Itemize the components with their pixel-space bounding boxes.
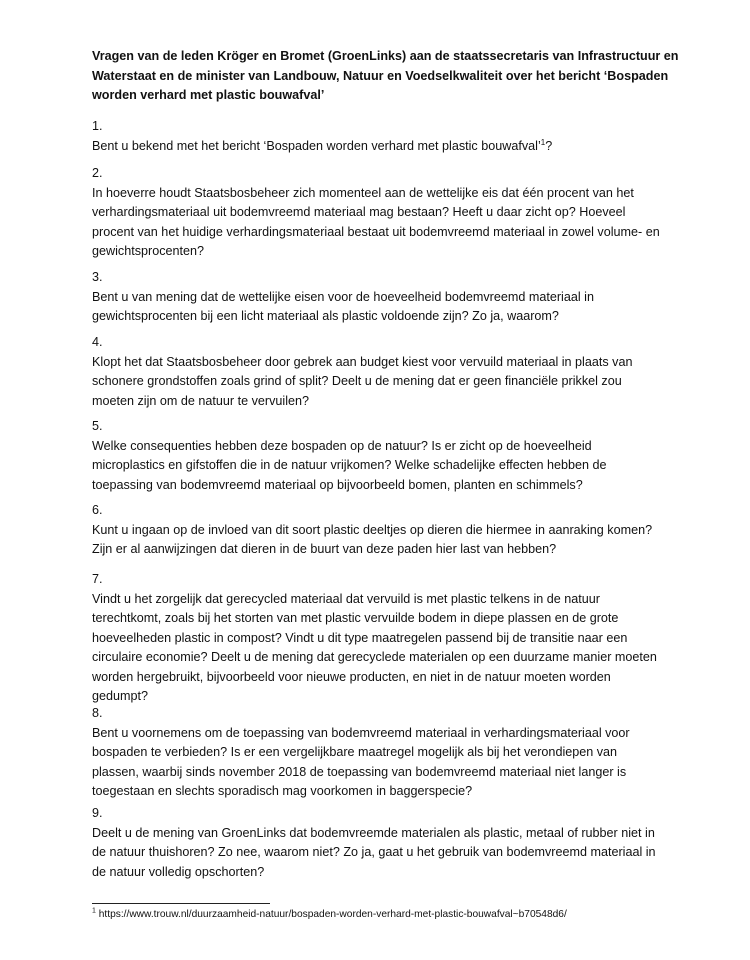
question-number: 5. (92, 419, 103, 433)
question-9 (92, 804, 667, 882)
question-2 (92, 164, 667, 262)
question-number: 8. (92, 706, 103, 720)
question-number: 6. (92, 503, 103, 517)
question-text: Welke consequenties hebben deze bospaden op de natuur? Is er zicht op de hoeveelheid microplastics en gifstoffen die in de natuur vrijkomen? Welke schadelijke effecten hebben de toepassing van bodemvreemd materiaal op bijvoorbeeld bomen, planten en schimmels? (92, 438, 607, 492)
footnote-divider (92, 903, 270, 904)
question-text: Kunt u ingaan op de invloed van dit soort plastic deeltjes op dieren die hiermee in aanraking komen? Zijn er al aanwijzingen dat dieren in de buurt van deze paden hier last van hebben? (92, 522, 653, 556)
question-1 (92, 117, 667, 156)
question-number: 4. (92, 335, 103, 349)
question-text (92, 137, 667, 157)
question-number: 3. (92, 270, 103, 284)
question-text: Bent u voornemens om de toepassing van bodemvreemd materiaal in verhardingsmateriaal voor bospaden te verbieden? Is er een vergelijkbare maatregel mogelijk als bij het verondiepen van plassen, waarbij sinds november 2018 de toepassing van bodemvreemd materiaal niet langer is toegestaan en slechts sporadisch mag voorkomen in baggerspecie? (92, 725, 630, 798)
question-4 (92, 333, 667, 411)
footnote-reference: 1 (540, 137, 546, 147)
question-text: Klopt het dat Staatsbosbeheer door gebrek aan budget kiest voor vervuild materiaal in plaats van schonere grondstoffen zoals grind of split? Deelt u de mening dat er geen financiële prikkel zou moeten zijn om de natuur te vervuilen? (92, 354, 633, 408)
footnote-link[interactable]: https://www.trouw.nl/duurzaamheid-natuur/bospaden-worden-verhard-met-plastic-bouwafval~b70548d6/ (98, 909, 567, 920)
question-number: 1. (92, 119, 103, 133)
question-text-end: ? (545, 138, 553, 153)
question-text: Deelt u de mening van GroenLinks dat bodemvreemde materialen als plastic, metaal of rubber niet in de natuur thuishoren? Zo nee, waarom niet? Zo ja, gaat u het gebruik van bodemvreemd materiaal in de natuur volledig opschorten? (92, 825, 656, 879)
question-text: Bent u van mening dat de wettelijke eisen voor de hoeveelheid bodemvreemd materiaal in gewichtsprocenten bij een licht materiaal als plastic voldoende zijn? Zo ja, waarom? (92, 289, 594, 323)
question-7 (92, 570, 667, 707)
question-text-main: Bent u bekend met het bericht ‘Bospaden worden verhard met plastic bouwafval’ (92, 138, 541, 153)
question-5 (92, 417, 667, 495)
question-8 (92, 704, 667, 802)
question-number: 7. (92, 572, 103, 586)
question-text: Vindt u het zorgelijk dat gerecycled materiaal dat vervuild is met plastic telkens in de natuur terechtkomt, zoals bij het storten van met plastic vervuilde bodem in diepe plassen en de grote hoeveelheden plastic in compost? Vindt u dit type maatregelen passend bij de transitie naar een circulaire economie? Deelt u de mening dat gerecyclede materialen op een duurzame manier moeten worden hergebruikt, bijvoorbeeld voor nieuwe producten, en niet in de natuur moeten worden gedumpt? (92, 591, 657, 703)
question-text: In hoeverre houdt Staatsbosbeheer zich momenteel aan de wettelijke eis dat één procent van het verhardingsmateriaal uit bodemvreemd materiaal mag bestaan? Heeft u daar zicht op? Hoeveel procent van het huidige verhardingsmateriaal bestaat uit bodemvreemd materiaal in zowel volume- en gewichtsprocenten? (92, 185, 660, 258)
footnote (92, 908, 712, 922)
question-number: 2. (92, 166, 103, 180)
footnote-number: 1 (92, 907, 96, 915)
question-3 (92, 268, 667, 327)
question-number: 9. (92, 806, 103, 820)
document-title: Vragen van de leden Kröger en Bromet (GroenLinks) aan de staatssecretaris van Infrastructuur en Waterstaat en de minister van Landbouw, Natuur en Voedselkwaliteit over het bericht ‘Bospaden worden verhard met plastic bouwafval’ (92, 49, 679, 102)
question-6 (92, 501, 667, 560)
